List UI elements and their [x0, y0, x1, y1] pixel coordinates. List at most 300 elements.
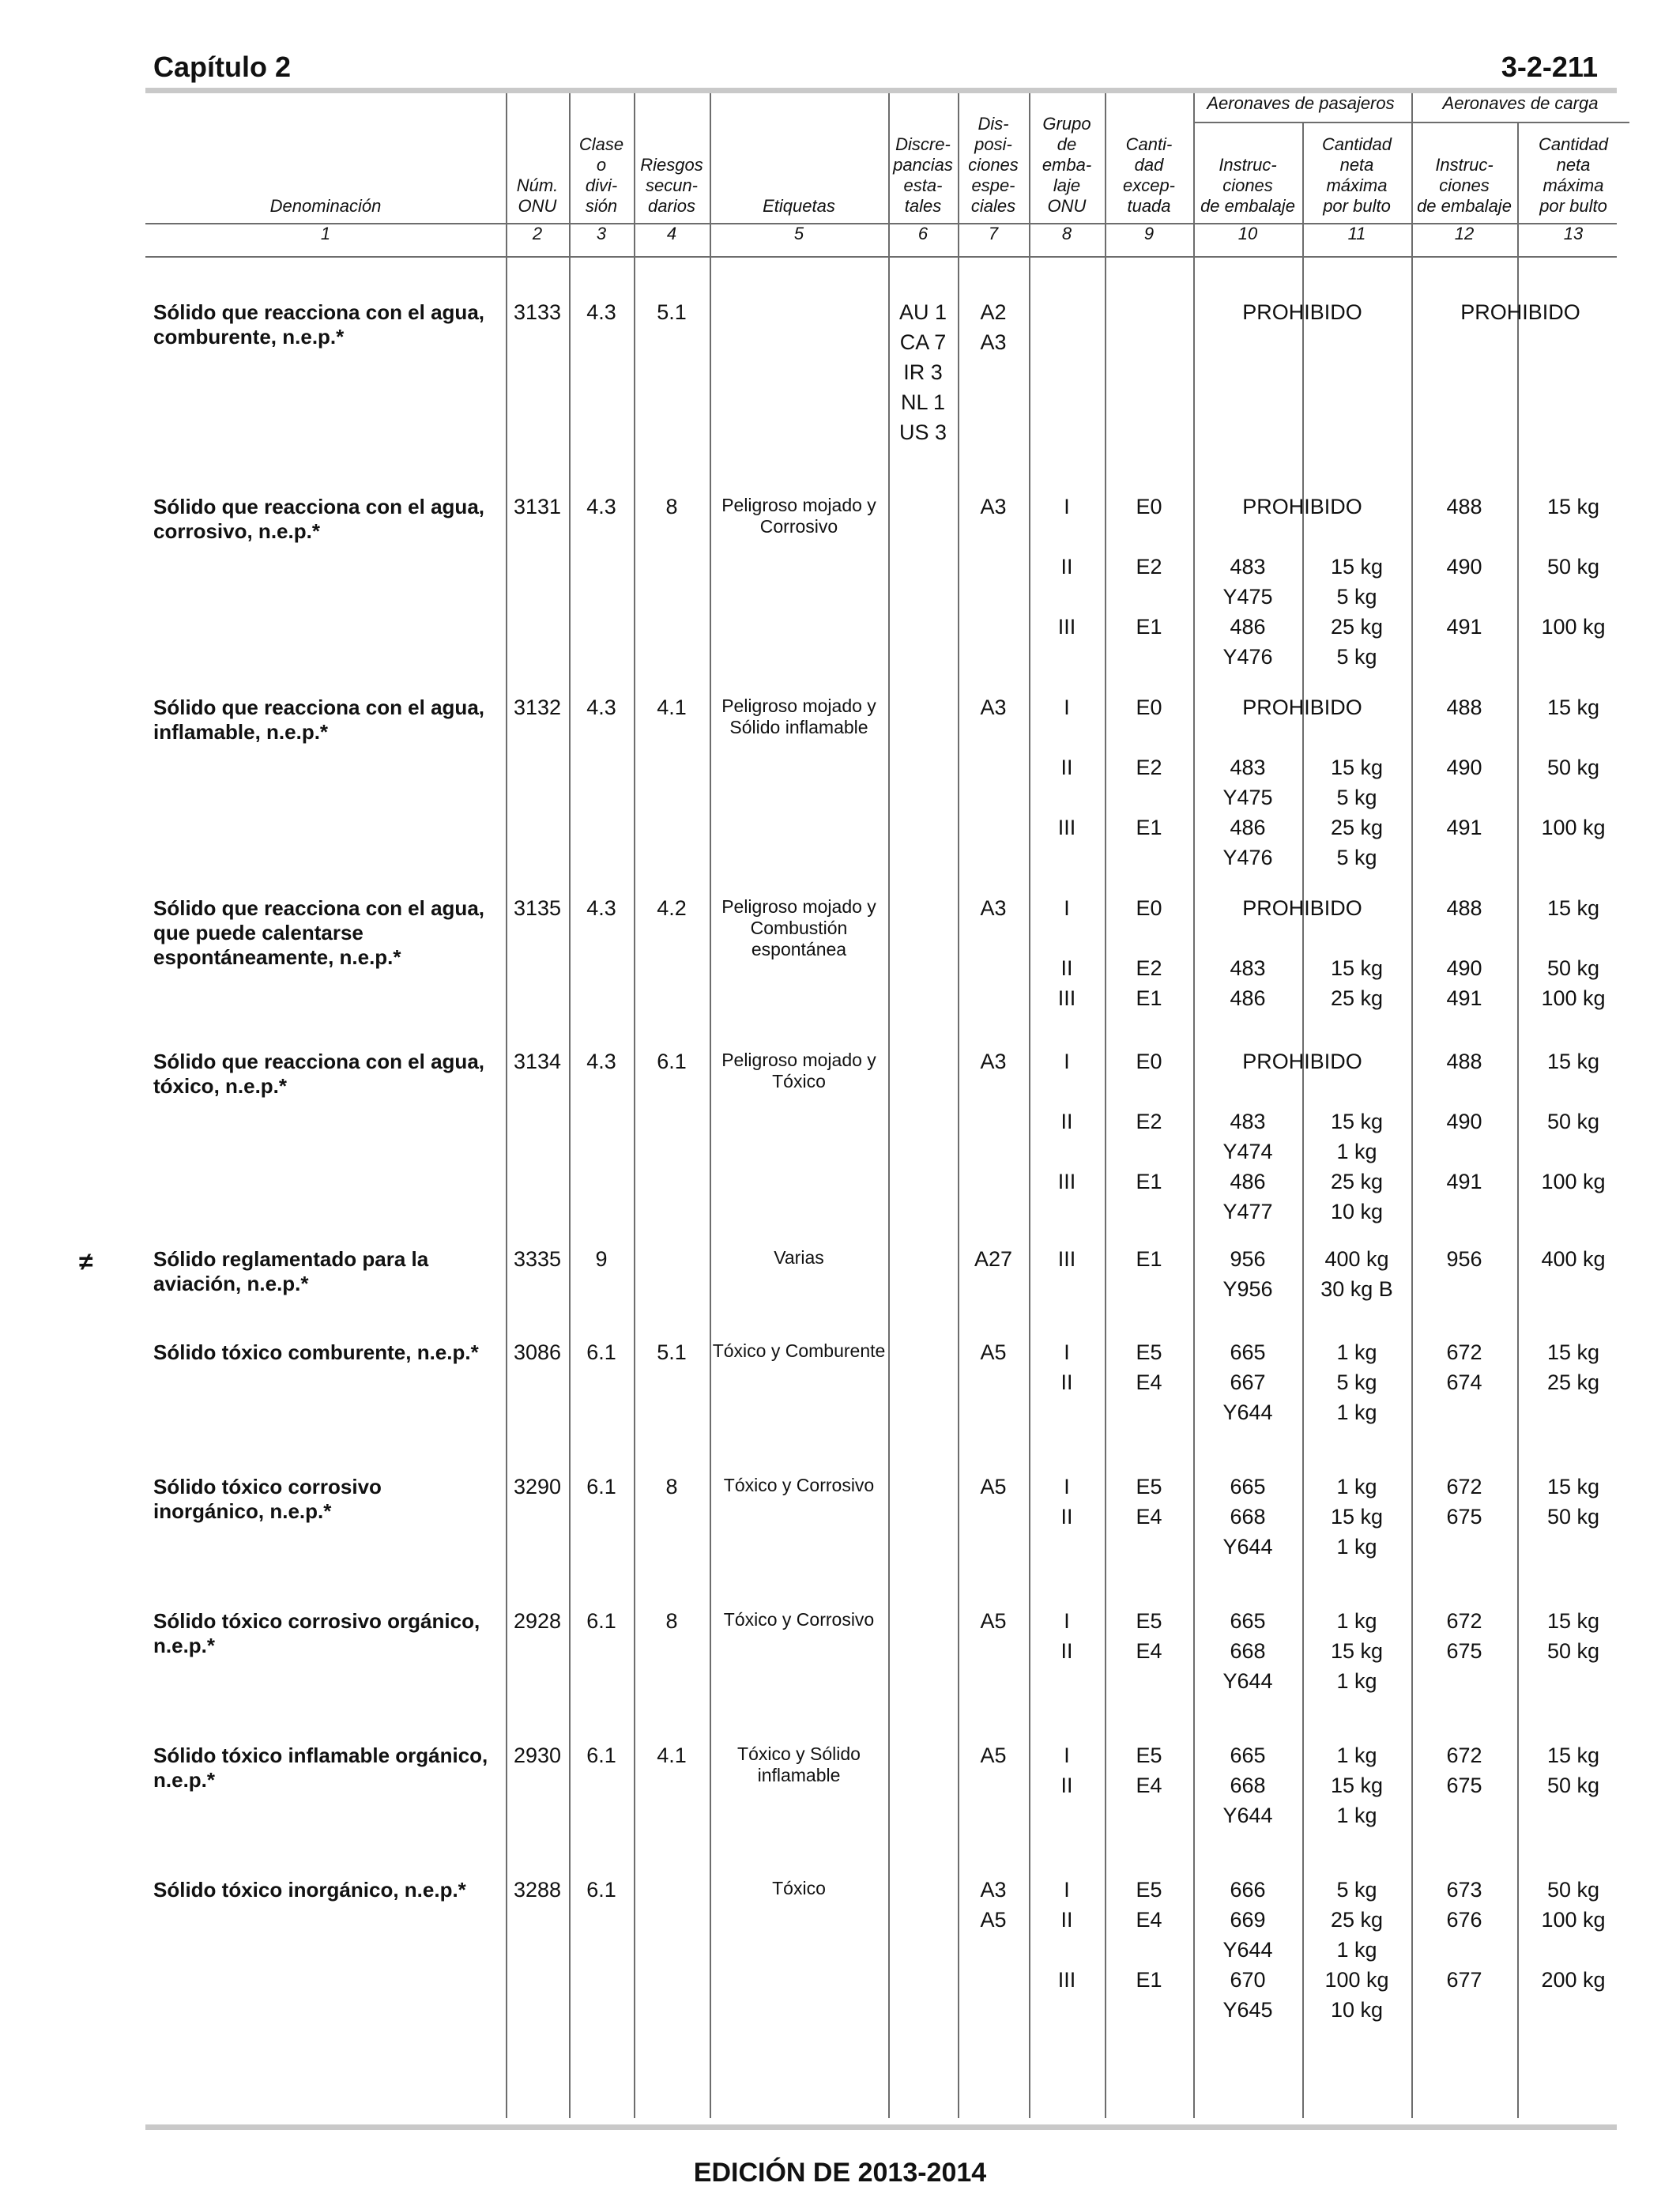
- column-header-line: Clase: [578, 134, 624, 154]
- cell-line: 956: [1230, 1247, 1266, 1271]
- cell-line: Y475: [1222, 585, 1273, 609]
- cell-line: II: [1060, 1639, 1073, 1663]
- cell-line: E0: [1136, 495, 1162, 518]
- cell-pg: [1029, 1606, 1105, 1666]
- cell-line: IR 3: [903, 360, 943, 384]
- cell-special: [958, 692, 1029, 722]
- cell-pg: [1029, 1740, 1105, 1800]
- column-header-line: Núm.: [516, 175, 559, 195]
- cell-line: [1105, 782, 1193, 812]
- column-header: [145, 196, 506, 217]
- cell-qty_c: [1517, 1337, 1629, 1397]
- cell-line: 8: [665, 495, 678, 518]
- cell-eq: [1105, 1046, 1193, 1227]
- cell-cls: [569, 1244, 634, 1274]
- cell-line: Y644: [1222, 1804, 1273, 1827]
- cell-line: E2: [1136, 1110, 1162, 1133]
- cell-line: 15 kg: [1330, 1505, 1384, 1529]
- cell-line: 100 kg: [1541, 816, 1606, 839]
- column-header-line: secun-: [645, 175, 699, 195]
- cell-line: 6.1: [586, 1609, 616, 1633]
- cell-labels: Tóxico y Comburente: [712, 1340, 886, 1361]
- cell-line: A2: [980, 300, 1007, 324]
- cell-line: Y474: [1222, 1140, 1273, 1163]
- cell-line: 486: [1230, 816, 1266, 839]
- cell-line: 5 kg: [1336, 846, 1377, 869]
- cell-pi_c: [1411, 893, 1517, 1013]
- chapter-title: Capítulo 2: [153, 51, 292, 83]
- cell-line: 676: [1446, 1908, 1482, 1932]
- cell-line: 491: [1446, 615, 1482, 639]
- cell-pg: [1029, 1244, 1105, 1274]
- cell-line: 3288: [513, 1878, 562, 1902]
- cell-line: A3: [980, 696, 1007, 719]
- cell-line: [1302, 923, 1411, 953]
- column-header-line: pancias: [893, 155, 953, 175]
- cell-risk: [634, 1472, 710, 1502]
- cell-line: 15 kg: [1546, 1050, 1600, 1073]
- cell-line: E2: [1136, 555, 1162, 579]
- cell-line: 483: [1230, 956, 1266, 980]
- cell-line: 667: [1230, 1370, 1266, 1394]
- cell-qty_p: [1302, 1244, 1411, 1304]
- cell-qty_p: [1302, 1740, 1411, 1830]
- column-header: [1105, 134, 1193, 217]
- cell-special: [958, 1337, 1029, 1367]
- column-header-line: máxima: [1543, 175, 1604, 195]
- column-header-line: emba-: [1042, 155, 1092, 175]
- cell-line: E1: [1136, 986, 1162, 1010]
- cell-line: E5: [1136, 1744, 1162, 1767]
- prohibited-passenger: PROHIBIDO: [1242, 896, 1362, 920]
- substance-name: Sólido que reacciona con el agua, inflamable, n.e.p.*: [153, 696, 484, 744]
- cell-line: [1411, 782, 1517, 812]
- cell-line: 490: [1446, 756, 1482, 779]
- cell-eq: [1105, 1244, 1193, 1274]
- cell-line: II: [1060, 1908, 1073, 1932]
- cell-line: 30 kg B: [1320, 1277, 1393, 1301]
- cell-line: 668: [1230, 1639, 1266, 1663]
- cell-line: E5: [1136, 1878, 1162, 1902]
- cell-qty_c: [1517, 1244, 1629, 1274]
- column-divider: [710, 93, 711, 2118]
- cell-labels: Tóxico y Corrosivo: [723, 1475, 875, 1495]
- cell-pi_c: [1411, 1337, 1517, 1397]
- cell-line: E4: [1136, 1370, 1162, 1394]
- cell-line: 25 kg: [1330, 615, 1384, 639]
- cell-line: II: [1060, 1110, 1073, 1133]
- cell-pg: [1029, 692, 1105, 873]
- cell-line: 100 kg: [1541, 1170, 1606, 1193]
- column-header: [958, 114, 1029, 217]
- cell-eq: [1105, 492, 1193, 672]
- cell-qty_p: [1302, 1337, 1411, 1427]
- cell-line: A3: [980, 1050, 1007, 1073]
- cell-line: 486: [1230, 615, 1266, 639]
- column-divider: [634, 93, 635, 2118]
- cell-line: 665: [1230, 1609, 1266, 1633]
- cell-line: [1193, 722, 1302, 752]
- cell-cls: [569, 893, 634, 923]
- cell-un: [506, 1472, 569, 1502]
- cell-line: III: [1057, 986, 1076, 1010]
- cell-line: 1 kg: [1336, 1475, 1377, 1498]
- cell-line: 15 kg: [1330, 1639, 1384, 1663]
- cell-line: 25 kg: [1330, 816, 1384, 839]
- cell-line: [1029, 923, 1105, 953]
- cell-pg: [1029, 1337, 1105, 1397]
- cell-line: 672: [1446, 1609, 1482, 1633]
- prohibited-passenger: PROHIBIDO: [1242, 1050, 1362, 1073]
- cell-line: A3: [980, 896, 1007, 920]
- cell-line: 50 kg: [1546, 756, 1600, 779]
- cell-line: 1 kg: [1336, 1804, 1377, 1827]
- cell-pi_c: [1411, 692, 1517, 873]
- cell-line: Y476: [1222, 846, 1273, 869]
- cell-line: E1: [1136, 816, 1162, 839]
- cell-line: 15 kg: [1546, 696, 1600, 719]
- cell-line: A5: [980, 1908, 1007, 1932]
- cell-line: [1029, 522, 1105, 552]
- cell-line: Y644: [1222, 1938, 1273, 1962]
- cell-line: II: [1060, 555, 1073, 579]
- column-number-rule: [145, 256, 1617, 258]
- cell-line: [1411, 522, 1517, 552]
- column-divider: [958, 93, 959, 2118]
- column-header-line: ciones: [968, 155, 1019, 175]
- substance-name: Sólido que reacciona con el agua, que puede calentarse espontáneamente, n.e.p.*: [153, 896, 484, 969]
- cell-line: [1029, 582, 1105, 612]
- cell-labels: Tóxico y Corrosivo: [723, 1609, 875, 1630]
- column-header: [1517, 134, 1629, 217]
- column-header-line: Denominación: [269, 196, 382, 216]
- cell-line: [1411, 1197, 1517, 1227]
- column-header: [506, 175, 569, 217]
- prohibited-passenger: PROHIBIDO: [1242, 696, 1362, 719]
- cell-line: I: [1064, 1744, 1070, 1767]
- cell-line: 25 kg: [1546, 1370, 1600, 1394]
- cell-line: I: [1064, 896, 1070, 920]
- column-header-line: tuada: [1127, 196, 1171, 216]
- cell-line: 50 kg: [1546, 1505, 1600, 1529]
- column-header-line: o: [596, 155, 607, 175]
- column-header-line: de embalaje: [1417, 196, 1512, 216]
- cell-line: 5 kg: [1336, 786, 1377, 809]
- cell-pi_p: [1193, 1472, 1302, 1562]
- cell-line: [1193, 923, 1302, 953]
- cell-eq: [1105, 1606, 1193, 1666]
- cell-special: [958, 1606, 1029, 1636]
- cell-line: Y476: [1222, 645, 1273, 669]
- cell-line: 490: [1446, 1110, 1482, 1133]
- cell-special: [958, 1046, 1029, 1076]
- cell-line: 673: [1446, 1878, 1482, 1902]
- cell-cls: [569, 1740, 634, 1770]
- cell-line: 400 kg: [1324, 1247, 1389, 1271]
- column-header-line: tales: [904, 196, 942, 216]
- cell-line: 8: [665, 1609, 678, 1633]
- cell-line: [1105, 642, 1193, 672]
- cell-line: 6.1: [657, 1050, 687, 1073]
- column-header-line: por bulto: [1539, 196, 1607, 216]
- cell-line: 15 kg: [1330, 1774, 1384, 1797]
- cell-line: E5: [1136, 1475, 1162, 1498]
- column-header-line: posi-: [974, 134, 1012, 154]
- cell-line: E0: [1136, 1050, 1162, 1073]
- cell-line: 15 kg: [1546, 1475, 1600, 1498]
- cell-line: E5: [1136, 1340, 1162, 1364]
- group-header-cargo: Aeronaves de carga: [1442, 93, 1599, 113]
- cell-pg: [1029, 492, 1105, 672]
- cell-line: 677: [1446, 1968, 1482, 1992]
- cell-line: 5 kg: [1336, 1370, 1377, 1394]
- cell-cls: [569, 692, 634, 722]
- cell-line: 4.1: [657, 696, 687, 719]
- cell-line: 6.1: [586, 1744, 616, 1767]
- cell-line: NL 1: [900, 390, 946, 414]
- column-number: 13: [1563, 224, 1584, 243]
- cell-pi_p: [1193, 1606, 1302, 1696]
- cell-line: 1 kg: [1336, 1140, 1377, 1163]
- cell-line: II: [1060, 756, 1073, 779]
- column-number: 10: [1237, 224, 1258, 243]
- cell-line: 50 kg: [1546, 1639, 1600, 1663]
- cell-qty_c: [1517, 1740, 1629, 1800]
- cell-eq: [1105, 1740, 1193, 1800]
- cell-cls: [569, 297, 634, 327]
- cell-risk: [634, 692, 710, 722]
- cell-line: E1: [1136, 1247, 1162, 1271]
- cell-line: III: [1057, 615, 1076, 639]
- column-header-line: de: [1057, 134, 1077, 154]
- cell-line: Y956: [1222, 1277, 1273, 1301]
- cell-special: [958, 297, 1029, 357]
- cell-cls: [569, 492, 634, 522]
- column-number: 3: [596, 224, 607, 243]
- page-header: [153, 43, 1598, 87]
- cell-cls: [569, 1337, 634, 1367]
- cell-line: II: [1060, 1505, 1073, 1529]
- cell-line: E4: [1136, 1639, 1162, 1663]
- cell-qty_c: [1517, 692, 1629, 873]
- cell-line: A27: [974, 1247, 1013, 1271]
- cell-line: Y477: [1222, 1200, 1273, 1223]
- cell-line: E5: [1136, 1609, 1162, 1633]
- cell-line: I: [1064, 1050, 1070, 1073]
- cell-line: [1105, 522, 1193, 552]
- cell-labels: Tóxico: [772, 1878, 826, 1898]
- cell-labels: Peligroso mojado y Sólido inflamable: [721, 696, 876, 737]
- cell-line: 483: [1230, 1110, 1266, 1133]
- cell-line: 4.3: [586, 696, 616, 719]
- cell-line: 100 kg: [1541, 1908, 1606, 1932]
- cell-line: [1029, 1076, 1105, 1106]
- cell-special: [958, 1875, 1029, 1935]
- cell-line: A3: [980, 495, 1007, 518]
- column-header-line: laje: [1053, 175, 1081, 195]
- cell-line: 3132: [513, 696, 562, 719]
- cell-pi_c: [1411, 1740, 1517, 1800]
- cell-line: [1517, 1935, 1629, 1965]
- cell-line: 25 kg: [1330, 986, 1384, 1010]
- cell-line: 490: [1446, 956, 1482, 980]
- cell-line: [1029, 782, 1105, 812]
- cell-pi_c: [1411, 492, 1517, 672]
- cell-line: A5: [980, 1744, 1007, 1767]
- cell-line: 15 kg: [1546, 1744, 1600, 1767]
- cell-line: 5 kg: [1336, 645, 1377, 669]
- cell-line: 675: [1446, 1774, 1482, 1797]
- cell-line: 15 kg: [1330, 956, 1384, 980]
- cell-qty_c: [1517, 893, 1629, 1013]
- cell-qty_p: [1302, 1875, 1411, 2025]
- cell-special: [958, 1740, 1029, 1770]
- column-header-line: espe-: [971, 175, 1015, 195]
- cell-line: II: [1060, 956, 1073, 980]
- cell-pi_p: [1193, 1875, 1302, 2025]
- column-header: [1302, 134, 1411, 217]
- cell-line: 668: [1230, 1505, 1266, 1529]
- cell-line: 1 kg: [1336, 1669, 1377, 1693]
- cell-line: [1105, 722, 1193, 752]
- column-header-line: Instruc-: [1435, 155, 1494, 175]
- cell-line: 15 kg: [1330, 555, 1384, 579]
- column-header-line: excep-: [1122, 175, 1176, 195]
- column-header-line: esta-: [903, 175, 943, 195]
- cell-line: 15 kg: [1330, 756, 1384, 779]
- cell-line: 1 kg: [1336, 1535, 1377, 1559]
- cell-line: 15 kg: [1546, 1609, 1600, 1633]
- column-header-line: Canti-: [1125, 134, 1173, 154]
- cell-line: I: [1064, 1340, 1070, 1364]
- cell-line: 669: [1230, 1908, 1266, 1932]
- column-number: 12: [1454, 224, 1475, 243]
- cell-line: E4: [1136, 1908, 1162, 1932]
- column-header-line: dad: [1134, 155, 1164, 175]
- cell-line: [1517, 582, 1629, 612]
- column-divider: [569, 93, 571, 2118]
- cell-eq: [1105, 692, 1193, 873]
- cell-line: 1 kg: [1336, 1744, 1377, 1767]
- cell-un: [506, 1606, 569, 1636]
- cell-line: II: [1060, 1774, 1073, 1797]
- cell-risk: [634, 1606, 710, 1636]
- cell-line: 672: [1446, 1744, 1482, 1767]
- cell-qty_c: [1517, 1046, 1629, 1227]
- cell-line: 665: [1230, 1475, 1266, 1498]
- cell-cls: [569, 1472, 634, 1502]
- cell-line: [1029, 642, 1105, 672]
- cell-line: 15 kg: [1546, 495, 1600, 518]
- cell-line: 488: [1446, 696, 1482, 719]
- substance-name: Sólido tóxico inorgánico, n.e.p.*: [153, 1878, 466, 1902]
- cell-line: [1411, 642, 1517, 672]
- cell-line: 670: [1230, 1968, 1266, 1992]
- cell-line: Y644: [1222, 1669, 1273, 1693]
- cell-line: 2930: [513, 1744, 562, 1767]
- cell-eq: [1105, 1337, 1193, 1397]
- cell-line: 483: [1230, 756, 1266, 779]
- cell-line: [1411, 1935, 1517, 1965]
- cell-line: [1105, 1137, 1193, 1167]
- cell-line: 6.1: [586, 1878, 616, 1902]
- cell-line: [1517, 722, 1629, 752]
- cell-line: 488: [1446, 896, 1482, 920]
- column-header-line: Cantidad: [1538, 134, 1609, 154]
- cell-qty_c: [1517, 1606, 1629, 1666]
- cell-line: 4.2: [657, 896, 687, 920]
- cell-line: 6.1: [586, 1475, 616, 1498]
- cell-line: 25 kg: [1330, 1170, 1384, 1193]
- revision-mark: ≠: [79, 1247, 93, 1276]
- cell-line: 665: [1230, 1340, 1266, 1364]
- substance-name: Sólido tóxico corrosivo inorgánico, n.e.p.*: [153, 1475, 382, 1523]
- cell-line: 3335: [513, 1247, 562, 1271]
- cell-line: 4.3: [586, 1050, 616, 1073]
- cell-line: A3: [980, 1878, 1007, 1902]
- column-header-line: neta: [1556, 155, 1591, 175]
- cell-line: III: [1057, 1968, 1076, 1992]
- cell-labels: Peligroso mojado y Corrosivo: [721, 495, 876, 537]
- cell-line: I: [1064, 495, 1070, 518]
- cell-line: [1105, 1935, 1193, 1965]
- cell-line: [1105, 1076, 1193, 1106]
- column-header-line: ciales: [970, 196, 1016, 216]
- cell-labels: Peligroso mojado y Combustión espontánea: [721, 896, 876, 959]
- cell-line: 50 kg: [1546, 956, 1600, 980]
- cell-qty_c: [1517, 1472, 1629, 1532]
- cell-line: 491: [1446, 986, 1482, 1010]
- cell-line: [1029, 1995, 1105, 2025]
- cell-discr: [888, 297, 958, 447]
- cell-line: 50 kg: [1546, 555, 1600, 579]
- prohibited-cargo: PROHIBIDO: [1460, 300, 1580, 324]
- column-header-line: ONU: [1047, 196, 1087, 216]
- cell-line: [1105, 923, 1193, 953]
- column-header: [569, 134, 634, 217]
- column-number: 5: [793, 224, 804, 243]
- cell-line: 3086: [513, 1340, 562, 1364]
- cell-line: 2928: [513, 1609, 562, 1633]
- cell-line: [1105, 1197, 1193, 1227]
- cell-line: E2: [1136, 756, 1162, 779]
- cell-line: [1029, 843, 1105, 873]
- cell-eq: [1105, 893, 1193, 1013]
- cell-line: 100 kg: [1324, 1968, 1389, 1992]
- cell-line: 5.1: [657, 1340, 687, 1364]
- group-header-passenger: Aeronaves de pasajeros: [1207, 93, 1395, 113]
- prohibited-passenger: PROHIBIDO: [1242, 300, 1362, 324]
- cell-risk: [634, 1046, 710, 1076]
- cell-un: [506, 492, 569, 522]
- page-number: 3-2-211: [1501, 51, 1598, 83]
- column-header-line: Etiquetas: [763, 196, 835, 216]
- cell-line: 10 kg: [1330, 1200, 1384, 1223]
- cell-un: [506, 893, 569, 923]
- cell-special: [958, 1472, 1029, 1502]
- column-number: 11: [1347, 224, 1366, 243]
- column-number: 2: [532, 224, 543, 243]
- cell-pi_c: [1411, 1875, 1517, 2025]
- cell-pg: [1029, 1472, 1105, 1532]
- column-header: [888, 134, 958, 217]
- cell-line: 491: [1446, 1170, 1482, 1193]
- cell-line: 50 kg: [1546, 1110, 1600, 1133]
- cell-line: 491: [1446, 816, 1482, 839]
- column-header-line: de embalaje: [1200, 196, 1295, 216]
- cell-line: [1411, 1995, 1517, 2025]
- cell-line: [1105, 1995, 1193, 2025]
